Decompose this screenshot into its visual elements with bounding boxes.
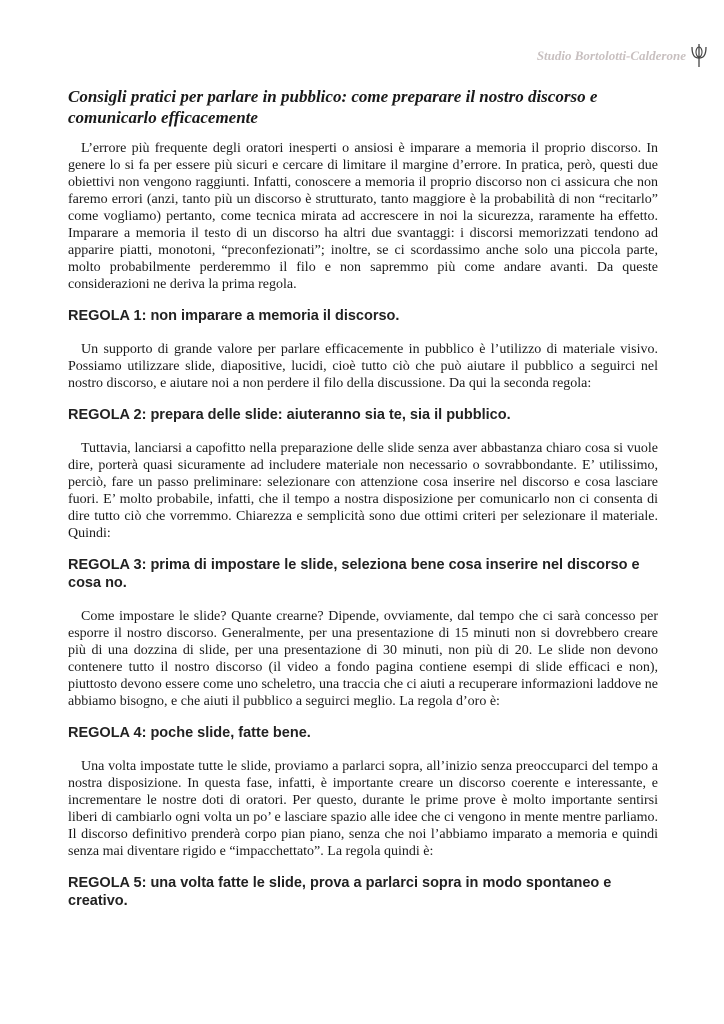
rule-heading-5: REGOLA 5: una volta fatte le slide, prova a parlarci sopra in modo spontaneo e creativo. bbox=[68, 875, 612, 909]
document-title: Consigli pratici per parlare in pubblico: come preparare il nostro discorso e comunicarlo efficacemente bbox=[68, 87, 598, 127]
page-header bbox=[537, 42, 708, 68]
paragraph: Come impostare le slide? Quante crearne? Dipende, ovviamente, dal tempo che ci sarà concesso per esporre il nostro discorso. Generalmente, per una presentazione di 15 minuti non si dovrebbero creare più di una dozzina di slide, per una presentazione di 30 minuti, non più di 20. Le slide non devono contenere tutto il nostro discorso (il video a fondo pagina contiene esempi di slide efficaci e non), piuttosto devono essere come uno scheletro, una traccia che ci aiuti a recuperare informazioni laddove ne abbiamo bisogno, e che aiuti il pubblico a seguirci meglio. La regola d’oro è: bbox=[68, 609, 658, 709]
paragraph: Un supporto di grande valore per parlare efficacemente in pubblico è l’utilizzo di materiale visivo. Possiamo utilizzare slide, diapositive, lucidi, cioè tutto ciò che può aiutare il pubblico a seguirci nel nostro discorso, e aiutare noi a non perdere il filo della discussione. Da qui la seconda regola: bbox=[68, 342, 658, 391]
document-body bbox=[68, 86, 658, 926]
rule-heading-2: REGOLA 2: prepara delle slide: aiuteranno sia te, sia il pubblico. bbox=[68, 407, 511, 423]
brand-name: Studio Bortolotti-Calderone bbox=[536, 48, 686, 63]
paragraph: Tuttavia, lanciarsi a capofitto nella preparazione delle slide senza aver abbastanza chiaro cosa si vuole dire, porterà quasi sicuramente ad includere materiale non necessario o sovrabbondante. E’ utilissimo, perciò, fare un passo preliminare: selezionare con attenzione cosa inserire nel discorso e cosa lasciare fuori. E’ molto probabile, infatti, che il tempo a nostra disposizione per comunicarlo non ci consenta di dire tutto ciò che vorremmo. Chiarezza e semplicità sono due ottimi criteri per selezionare il materiale. Quindi: bbox=[68, 441, 658, 541]
paragraph: Una volta impostate tutte le slide, proviamo a parlarci sopra, all’inizio senza preoccuparci del tempo a nostra disposizione. In questa fase, infatti, è importante creare un discorso coerente e interessante, e incrementare le nostre doti di oratori. Per questo, durante le prime prove è molto importante sentirsi liberi di cambiarlo ogni volta un po’ e lasciare spazio alle idee che ci vengono in mente mentre parliamo. Il discorso definitivo prenderà corpo pian piano, senza che noi l’abbiamo imparato a memoria e quindi senza mai diventare rigido e “impacchettato”. La regola quindi è: bbox=[68, 759, 658, 859]
psi-symbol-icon bbox=[690, 42, 708, 68]
rule-heading-1: REGOLA 1: non imparare a memoria il discorso. bbox=[68, 308, 400, 324]
paragraph: L’errore più frequente degli oratori inesperti o ansiosi è imparare a memoria il proprio discorso. In genere lo si fa per essere più sicuri e cercare di limitare il margine d’errore. In pratica, però, questi due obiettivi non vengono raggiunti. Infatti, conoscere a memoria il proprio discorso non ci assicura che non faremo errori (anzi, tanto più un discorso è strutturato, tanto maggiore è la probabilità di non “recitarlo” come vogliamo) pertanto, come tecnica mirata ad accrescere in noi la sicurezza, raramente ha effetto. Imparare a memoria il testo di un discorso ha altri due svantaggi: i discorsi memorizzati tendono ad apparire piatti, monotoni, “preconfezionati”; inoltre, se ci scordassimo anche solo una piccola parte, molto probabilmente perderemmo il filo e non sapremmo più come andare avanti. Da queste considerazioni ne deriva la prima regola. bbox=[68, 141, 658, 292]
rule-heading-4: REGOLA 4: poche slide, fatte bene. bbox=[68, 725, 311, 741]
rule-heading-3: REGOLA 3: prima di impostare le slide, seleziona bene cosa inserire nel discorso e cosa no. bbox=[68, 557, 640, 591]
